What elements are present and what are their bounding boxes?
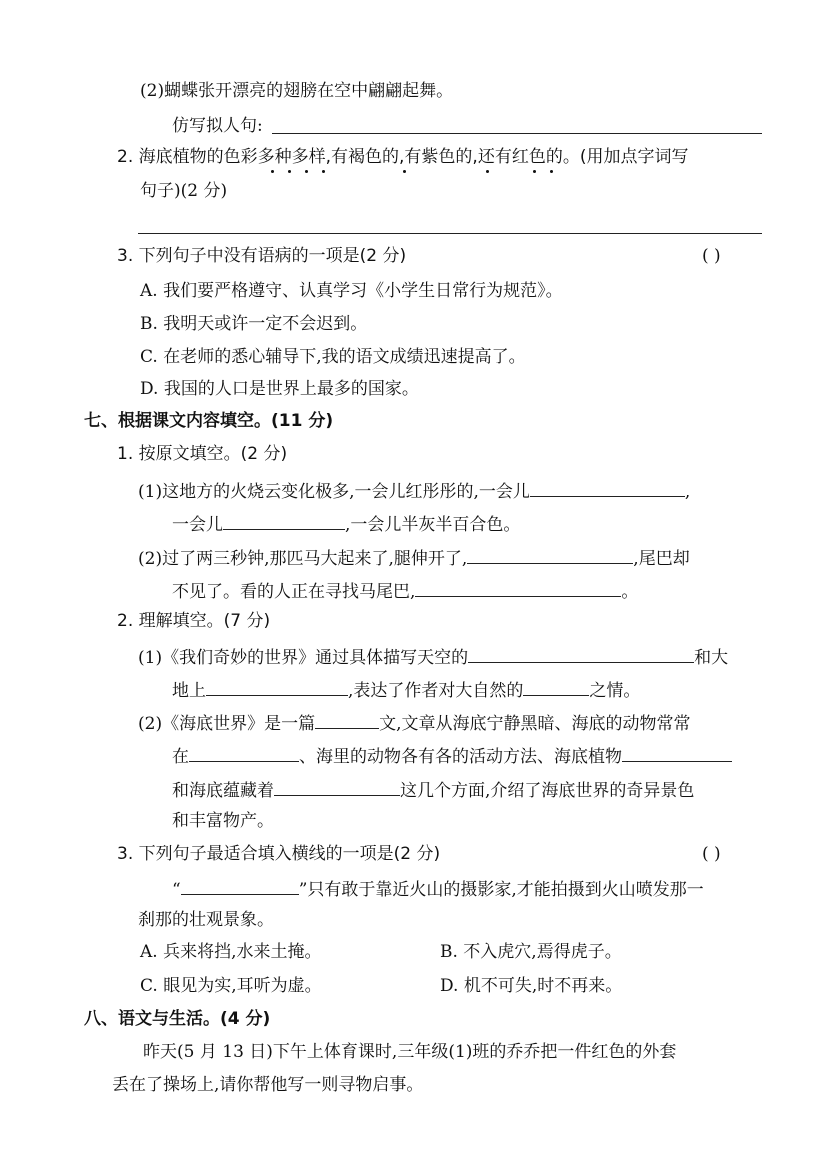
text: , (684, 482, 691, 502)
question-text: (2)蝴蝶张开漂亮的翅膀在空中翩翩起舞。 (140, 81, 454, 101)
fill-blank[interactable] (206, 677, 348, 696)
fill-7-2-2-line3 (172, 777, 694, 802)
text: (2)过了两三秒钟,那匹马大起来了,腿伸开了, (138, 549, 468, 569)
fill-7-2-2-line2 (172, 743, 732, 768)
option-c[interactable]: C. 眼见为实,耳听为虚。 (140, 976, 322, 996)
option-b[interactable]: B. 我明天或许一定不会迟到。 (140, 314, 368, 334)
text: 地上 (172, 681, 206, 701)
fill-7-2-1-line1 (138, 644, 728, 669)
section-8-text-line2: 丢在了操场上,请你帮他写一则寻物启事。 (112, 1075, 424, 1095)
answer-line[interactable] (272, 133, 762, 134)
text: “ (172, 880, 181, 900)
fill-blank[interactable] (315, 710, 379, 729)
fill-blank[interactable] (530, 478, 685, 497)
text: (1)这地方的火烧云变化极多,一会儿红彤彤的,一会儿 (138, 482, 530, 502)
fill-blank[interactable] (223, 511, 345, 530)
question-7-3-stem: 3. 下列句子最适合填入横线的一项是(2 分) (117, 844, 441, 864)
option-a[interactable]: A. 我们要严格遵守、认真学习《小学生日常行为规范》。 (140, 281, 563, 301)
fill-7-1-1-line1 (138, 478, 690, 503)
text: 不见了。看的人正在寻找马尾巴, (172, 582, 416, 602)
question-7-2-stem: 2. 理解填空。(7 分) (117, 611, 271, 631)
text: ,尾巴却 (633, 549, 690, 569)
question-3-stem: 3. 下列句子中没有语病的一项是(2 分) (117, 246, 407, 266)
fill-blank[interactable] (467, 545, 633, 564)
fill-blank[interactable] (415, 578, 621, 597)
fill-7-1-2-line2 (172, 578, 638, 603)
question-2-line1: 2. 海底植物的色彩多种多样,有褐色的,有紫色的,还有红色的。(用加点字词写 (117, 147, 689, 167)
text: (1)《我们奇妙的世界》通过具体描写天空的 (138, 648, 469, 668)
question-2-line2: 句子)(2 分) (140, 181, 228, 201)
answer-paren[interactable]: ( ) (702, 246, 721, 266)
fill-7-1-1-line2 (172, 511, 520, 536)
text: 这几个方面,介绍了海底世界的奇异景色 (400, 781, 695, 801)
fill-blank[interactable] (181, 876, 299, 895)
section-8-text-line1: 昨天(5 月 13 日)下午上体育课时,三年级(1)班的乔乔把一件红色的外套 (143, 1042, 677, 1062)
text: 一会儿 (172, 515, 223, 535)
text: 在 (172, 747, 189, 767)
question-7-3-line2: 刹那的壮观景象。 (138, 910, 274, 930)
option-c[interactable]: C. 在老师的悉心辅导下,我的语文成绩迅速提高了。 (140, 347, 526, 367)
section-7-heading: 七、根据课文内容填空。(11 分) (84, 411, 334, 431)
text: 和海底蕴藏着 (172, 781, 274, 801)
text: (2)《海底世界》是一篇 (138, 714, 316, 734)
fill-7-1-2-line1 (138, 545, 690, 570)
option-b[interactable]: B. 不入虎穴,焉得虎子。 (440, 942, 622, 962)
fill-blank[interactable] (523, 677, 589, 696)
section-8-heading: 八、语文与生活。(4 分) (84, 1009, 271, 1029)
fill-7-2-2-line4: 和丰富物产。 (172, 811, 274, 831)
text: ”只有敢于靠近火山的摄影家,才能拍摄到火山喷发那一 (298, 880, 704, 900)
answer-paren[interactable]: ( ) (702, 844, 721, 864)
option-d[interactable]: D. 我国的人口是世界上最多的国家。 (140, 379, 419, 399)
fill-blank[interactable] (468, 644, 694, 663)
question-7-1-stem: 1. 按原文填空。(2 分) (117, 444, 288, 464)
option-a[interactable]: A. 兵来将挡,水来土掩。 (140, 942, 322, 962)
fill-7-2-1-line2 (172, 677, 640, 702)
text: 和大 (694, 648, 729, 668)
fill-7-2-2-line1 (138, 710, 691, 735)
option-d[interactable]: D. 机不可失,时不再来。 (440, 976, 623, 996)
answer-line[interactable] (138, 233, 762, 234)
text: 。 (621, 582, 639, 602)
fill-blank[interactable] (274, 777, 400, 796)
text: 之情。 (589, 681, 641, 701)
text: ,一会儿半灰半百合色。 (345, 515, 521, 535)
emphasis-dots (0, 170, 827, 176)
text: 文,文章从海底宁静黑暗、海底的动物常常 (379, 714, 691, 734)
fill-blank[interactable] (622, 743, 732, 762)
imitate-label: 仿写拟人句: (172, 116, 263, 136)
text: ,表达了作者对大自然的 (348, 681, 524, 701)
fill-blank[interactable] (189, 743, 299, 762)
text: 、海里的动物各有各的活动方法、海底植物 (299, 747, 622, 767)
question-7-3-line1 (172, 876, 704, 901)
